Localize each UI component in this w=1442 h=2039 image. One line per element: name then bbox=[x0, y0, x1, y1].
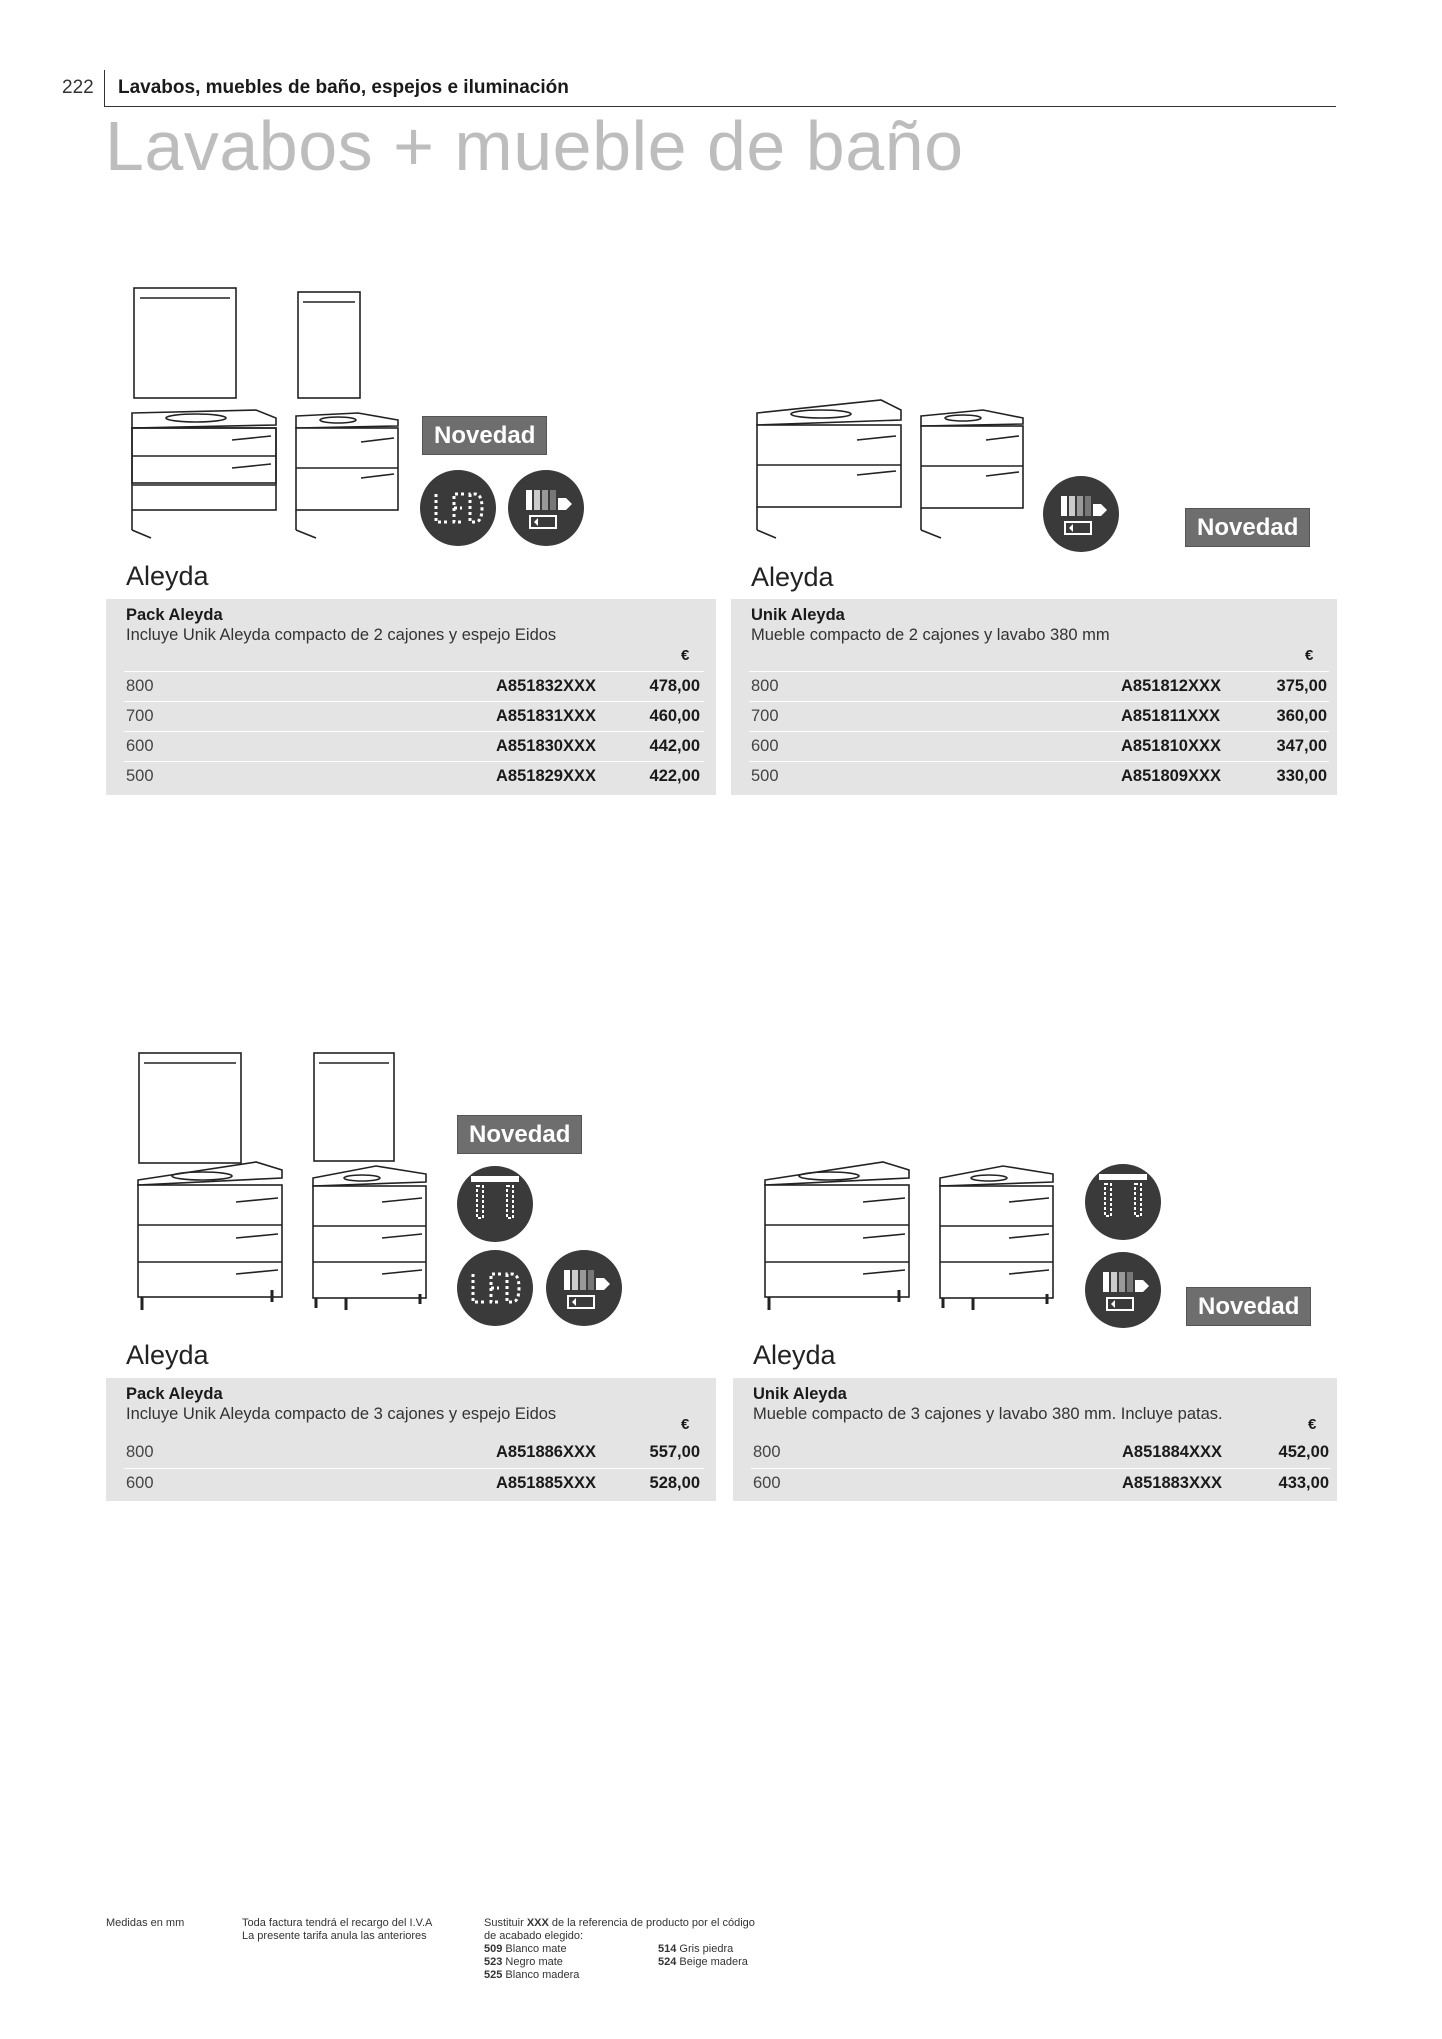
table-row bbox=[124, 701, 704, 732]
size-cell: 500 bbox=[751, 767, 779, 785]
product-unik-aleyda-3-cajones bbox=[733, 1040, 1343, 1510]
product-name: Aleyda bbox=[753, 1340, 836, 1370]
table-title: Unik Aleyda bbox=[753, 1385, 847, 1403]
price-cell: 478,00 bbox=[649, 677, 700, 695]
reference-cell: A851884XXX bbox=[1122, 1443, 1222, 1461]
reference-cell: A851832XXX bbox=[496, 677, 596, 695]
tariff-note: La presente tarifa anula las anteriores bbox=[242, 1930, 427, 1942]
led-icon bbox=[420, 470, 496, 546]
reference-cell: A851810XXX bbox=[1121, 737, 1221, 755]
finish-code: 524 Beige madera bbox=[658, 1956, 748, 1968]
currency-label: € bbox=[681, 1416, 690, 1433]
reference-cell: A851831XXX bbox=[496, 707, 596, 725]
reference-cell: A851811XXX bbox=[1121, 707, 1221, 725]
table-row bbox=[124, 1438, 704, 1468]
product-pack-aleyda-2-cajones bbox=[106, 280, 716, 800]
furniture-illustration bbox=[106, 280, 406, 550]
table-row bbox=[749, 671, 1329, 702]
size-cell: 700 bbox=[751, 707, 779, 725]
furniture-illustration bbox=[731, 280, 1031, 550]
currency-label: € bbox=[681, 647, 690, 664]
size-cell: 700 bbox=[126, 707, 154, 725]
currency-label: € bbox=[1305, 647, 1314, 664]
table-row bbox=[124, 1468, 704, 1499]
section-title: Lavabos, muebles de baño, espejos e iluminación bbox=[118, 77, 569, 98]
page-number: 222 bbox=[62, 77, 94, 98]
substitute-note-2: de acabado elegido: bbox=[484, 1930, 584, 1942]
furniture-illustration bbox=[733, 1040, 1063, 1310]
finish-selector-icon bbox=[1043, 476, 1119, 552]
table-description: Incluye Unik Aleyda compacto de 3 cajones y espejo Eidos bbox=[126, 1405, 557, 1423]
furniture-illustration bbox=[106, 1040, 436, 1310]
novedad-badge: Novedad bbox=[1186, 1287, 1311, 1326]
header-divider bbox=[104, 70, 105, 106]
table-row bbox=[751, 1438, 1331, 1468]
price-table bbox=[731, 599, 1337, 795]
reference-cell: A851886XXX bbox=[496, 1443, 596, 1461]
reference-cell: A851885XXX bbox=[496, 1474, 596, 1492]
price-table bbox=[733, 1378, 1337, 1501]
size-cell: 800 bbox=[126, 1443, 154, 1461]
product-name: Aleyda bbox=[126, 1340, 209, 1370]
led-icon bbox=[457, 1250, 533, 1326]
price-cell: 360,00 bbox=[1276, 707, 1327, 725]
reference-cell: A851829XXX bbox=[496, 767, 596, 785]
novedad-badge: Novedad bbox=[457, 1115, 582, 1154]
product-name: Aleyda bbox=[126, 561, 209, 591]
reference-cell: A851812XXX bbox=[1121, 677, 1221, 695]
footer-tax bbox=[242, 1917, 432, 1943]
price-table bbox=[106, 1378, 716, 1501]
reference-cell: A851830XXX bbox=[496, 737, 596, 755]
product-unik-aleyda-2-cajones bbox=[731, 280, 1341, 800]
finish-code: 523 Negro mate bbox=[484, 1956, 563, 1968]
size-cell: 800 bbox=[126, 677, 154, 695]
table-row bbox=[749, 701, 1329, 732]
table-description: Incluye Unik Aleyda compacto de 2 cajones y espejo Eidos bbox=[126, 626, 557, 644]
page-title: Lavabos + mueble de baño bbox=[105, 107, 964, 185]
price-cell: 528,00 bbox=[649, 1474, 700, 1492]
table-row bbox=[124, 731, 704, 762]
price-table bbox=[106, 599, 716, 795]
table-row bbox=[124, 761, 704, 792]
size-cell: 600 bbox=[126, 1474, 154, 1492]
finish-selector-icon bbox=[1085, 1252, 1161, 1328]
table-row bbox=[749, 761, 1329, 792]
table-row bbox=[751, 1468, 1331, 1499]
currency-label: € bbox=[1308, 1416, 1317, 1433]
size-cell: 800 bbox=[751, 677, 779, 695]
finish-code: 509 Blanco mate bbox=[484, 1943, 567, 1955]
price-cell: 557,00 bbox=[649, 1443, 700, 1461]
reference-cell: A851809XXX bbox=[1121, 767, 1221, 785]
page-header bbox=[62, 70, 1336, 106]
table-description: Mueble compacto de 2 cajones y lavabo 380 mm bbox=[751, 626, 1110, 644]
table-title: Pack Aleyda bbox=[126, 1385, 223, 1403]
footer-finishes bbox=[484, 1917, 804, 1982]
footer-units bbox=[106, 1917, 184, 1930]
price-cell: 422,00 bbox=[649, 767, 700, 785]
size-cell: 500 bbox=[126, 767, 154, 785]
novedad-badge: Novedad bbox=[1185, 508, 1310, 547]
price-cell: 452,00 bbox=[1278, 1443, 1329, 1461]
novedad-badge: Novedad bbox=[422, 416, 547, 455]
price-cell: 433,00 bbox=[1278, 1474, 1329, 1492]
finish-code: 514 Gris piedra bbox=[658, 1943, 734, 1955]
table-row bbox=[124, 671, 704, 702]
size-cell: 600 bbox=[751, 737, 779, 755]
product-name: Aleyda bbox=[751, 562, 834, 592]
substitute-note: Sustituir XXX de la referencia de producto por el código bbox=[484, 1917, 755, 1929]
price-cell: 460,00 bbox=[649, 707, 700, 725]
price-cell: 442,00 bbox=[649, 737, 700, 755]
size-cell: 800 bbox=[753, 1443, 781, 1461]
table-title: Unik Aleyda bbox=[751, 606, 845, 624]
table-title: Pack Aleyda bbox=[126, 606, 223, 624]
size-cell: 600 bbox=[126, 737, 154, 755]
finish-code: 525 Blanco madera bbox=[484, 1969, 580, 1981]
price-cell: 347,00 bbox=[1276, 737, 1327, 755]
price-cell: 330,00 bbox=[1276, 767, 1327, 785]
table-description: Mueble compacto de 3 cajones y lavabo 380 mm. Incluye patas. bbox=[753, 1405, 1223, 1423]
legs-icon bbox=[457, 1166, 533, 1242]
finish-selector-icon bbox=[546, 1250, 622, 1326]
product-pack-aleyda-3-cajones bbox=[106, 1040, 716, 1510]
table-row bbox=[749, 731, 1329, 762]
price-cell: 375,00 bbox=[1276, 677, 1327, 695]
units-note: Medidas en mm bbox=[106, 1917, 185, 1929]
legs-icon bbox=[1085, 1164, 1161, 1240]
reference-cell: A851883XXX bbox=[1122, 1474, 1222, 1492]
size-cell: 600 bbox=[753, 1474, 781, 1492]
tax-note: Toda factura tendrá el recargo del I.V.A bbox=[242, 1917, 433, 1929]
finish-selector-icon bbox=[508, 470, 584, 546]
